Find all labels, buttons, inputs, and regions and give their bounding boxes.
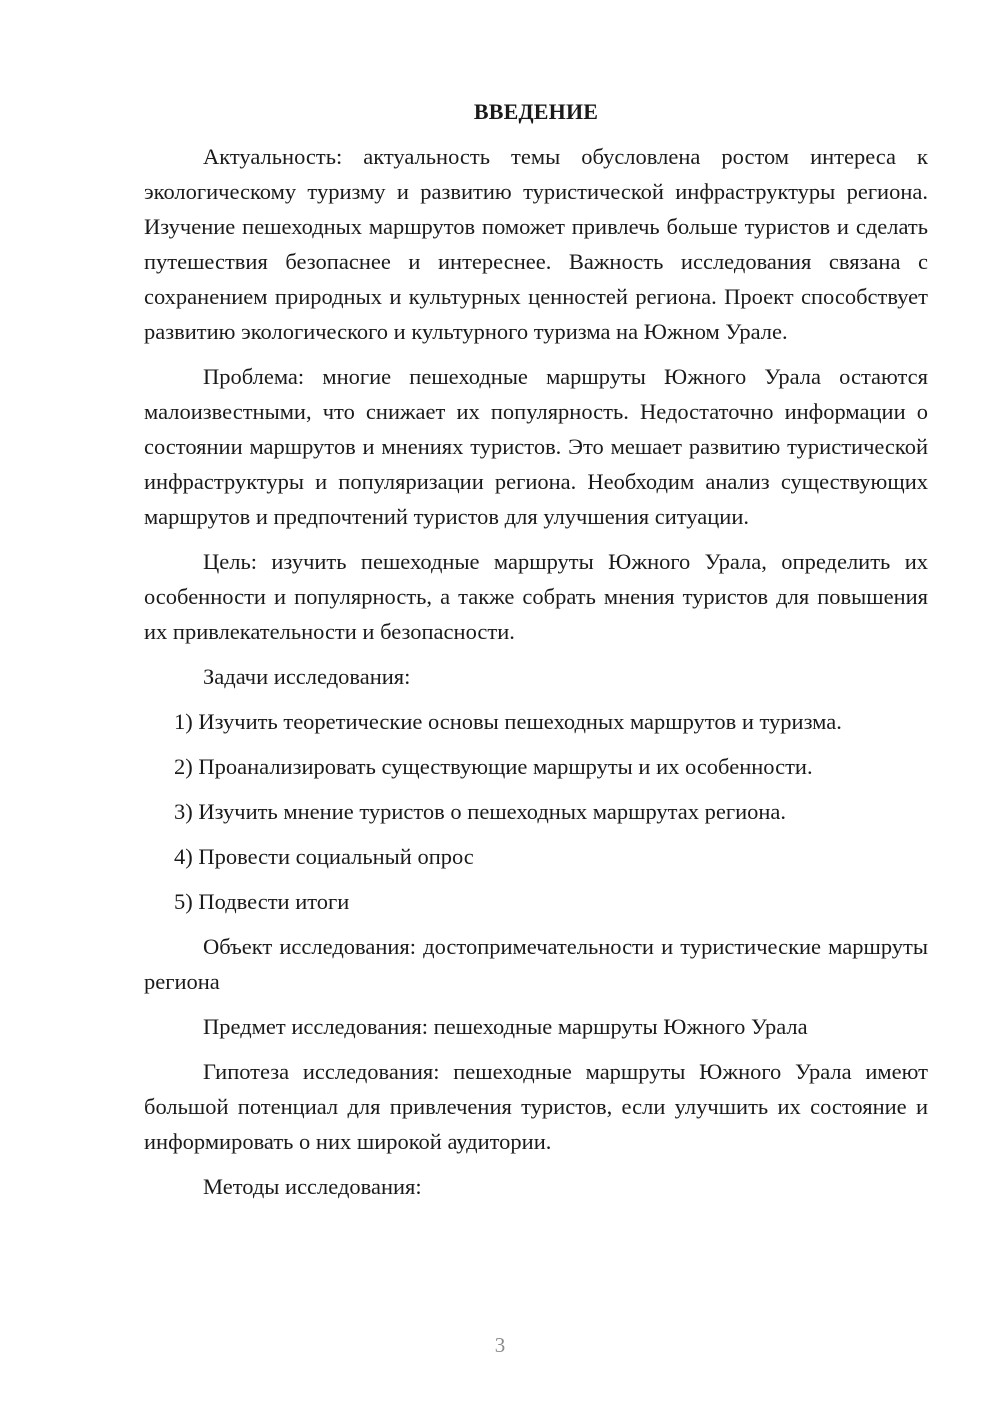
page-number: 3 [494, 1333, 506, 1357]
tasks-list [144, 704, 928, 919]
paragraph-goal: Цель: изучить пешеходные маршруты Южного Урала, определить их особенности и популярность, а также собрать мнения туристов для повышения их привлекательности и безопасности. [144, 549, 928, 644]
list-item: 1) Изучить теоретические основы пешеходных маршрутов и туризма. [174, 709, 842, 734]
paragraph-problem: Проблема: многие пешеходные маршруты Южного Урала остаются малоизвестными, что снижает их популярность. Недостаточно информации о состоянии маршрутов и мнениях туристов. Это мешает развитию туристической инфраструктуры и популяризации региона. Необходим анализ существующих маршрутов и предпочтений туристов для улучшения ситуации. [144, 364, 928, 529]
list-item: 4) Провести социальный опрос [174, 844, 474, 869]
paragraph-object: Объект исследования: достопримечательности и туристические маршруты региона [144, 934, 928, 994]
paragraph-subject: Предмет исследования: пешеходные маршруты Южного Урала [203, 1014, 808, 1039]
page-title: ВВЕДЕНИЕ [473, 99, 599, 124]
list-item: 3) Изучить мнение туристов о пешеходных маршрутах региона. [174, 799, 787, 824]
page-content [144, 94, 928, 1214]
list-item: 5) Подвести итоги [174, 889, 350, 914]
paragraph-hypothesis: Гипотеза исследования: пешеходные маршруты Южного Урала имеют большой потенциал для привлечения туристов, если улучшить их состояние и информировать о них широкой аудитории. [144, 1059, 928, 1154]
paragraph-relevance: Актуальность: актуальность темы обусловлена ростом интереса к экологическому туризму и развитию туристической инфраструктуры региона. Изучение пешеходных маршрутов поможет привлечь больше туристов и сделать путешествия безопаснее и интереснее. Важность исследования связана с сохранением природных и культурных ценностей региона. Проект способствует развитию экологического и культурного туризма на Южном Урале. [144, 144, 928, 344]
tasks-heading: Задачи исследования: [203, 664, 411, 689]
list-item: 2) Проанализировать существующие маршруты и их особенности. [174, 754, 813, 779]
paragraph-methods: Методы исследования: [203, 1174, 422, 1199]
